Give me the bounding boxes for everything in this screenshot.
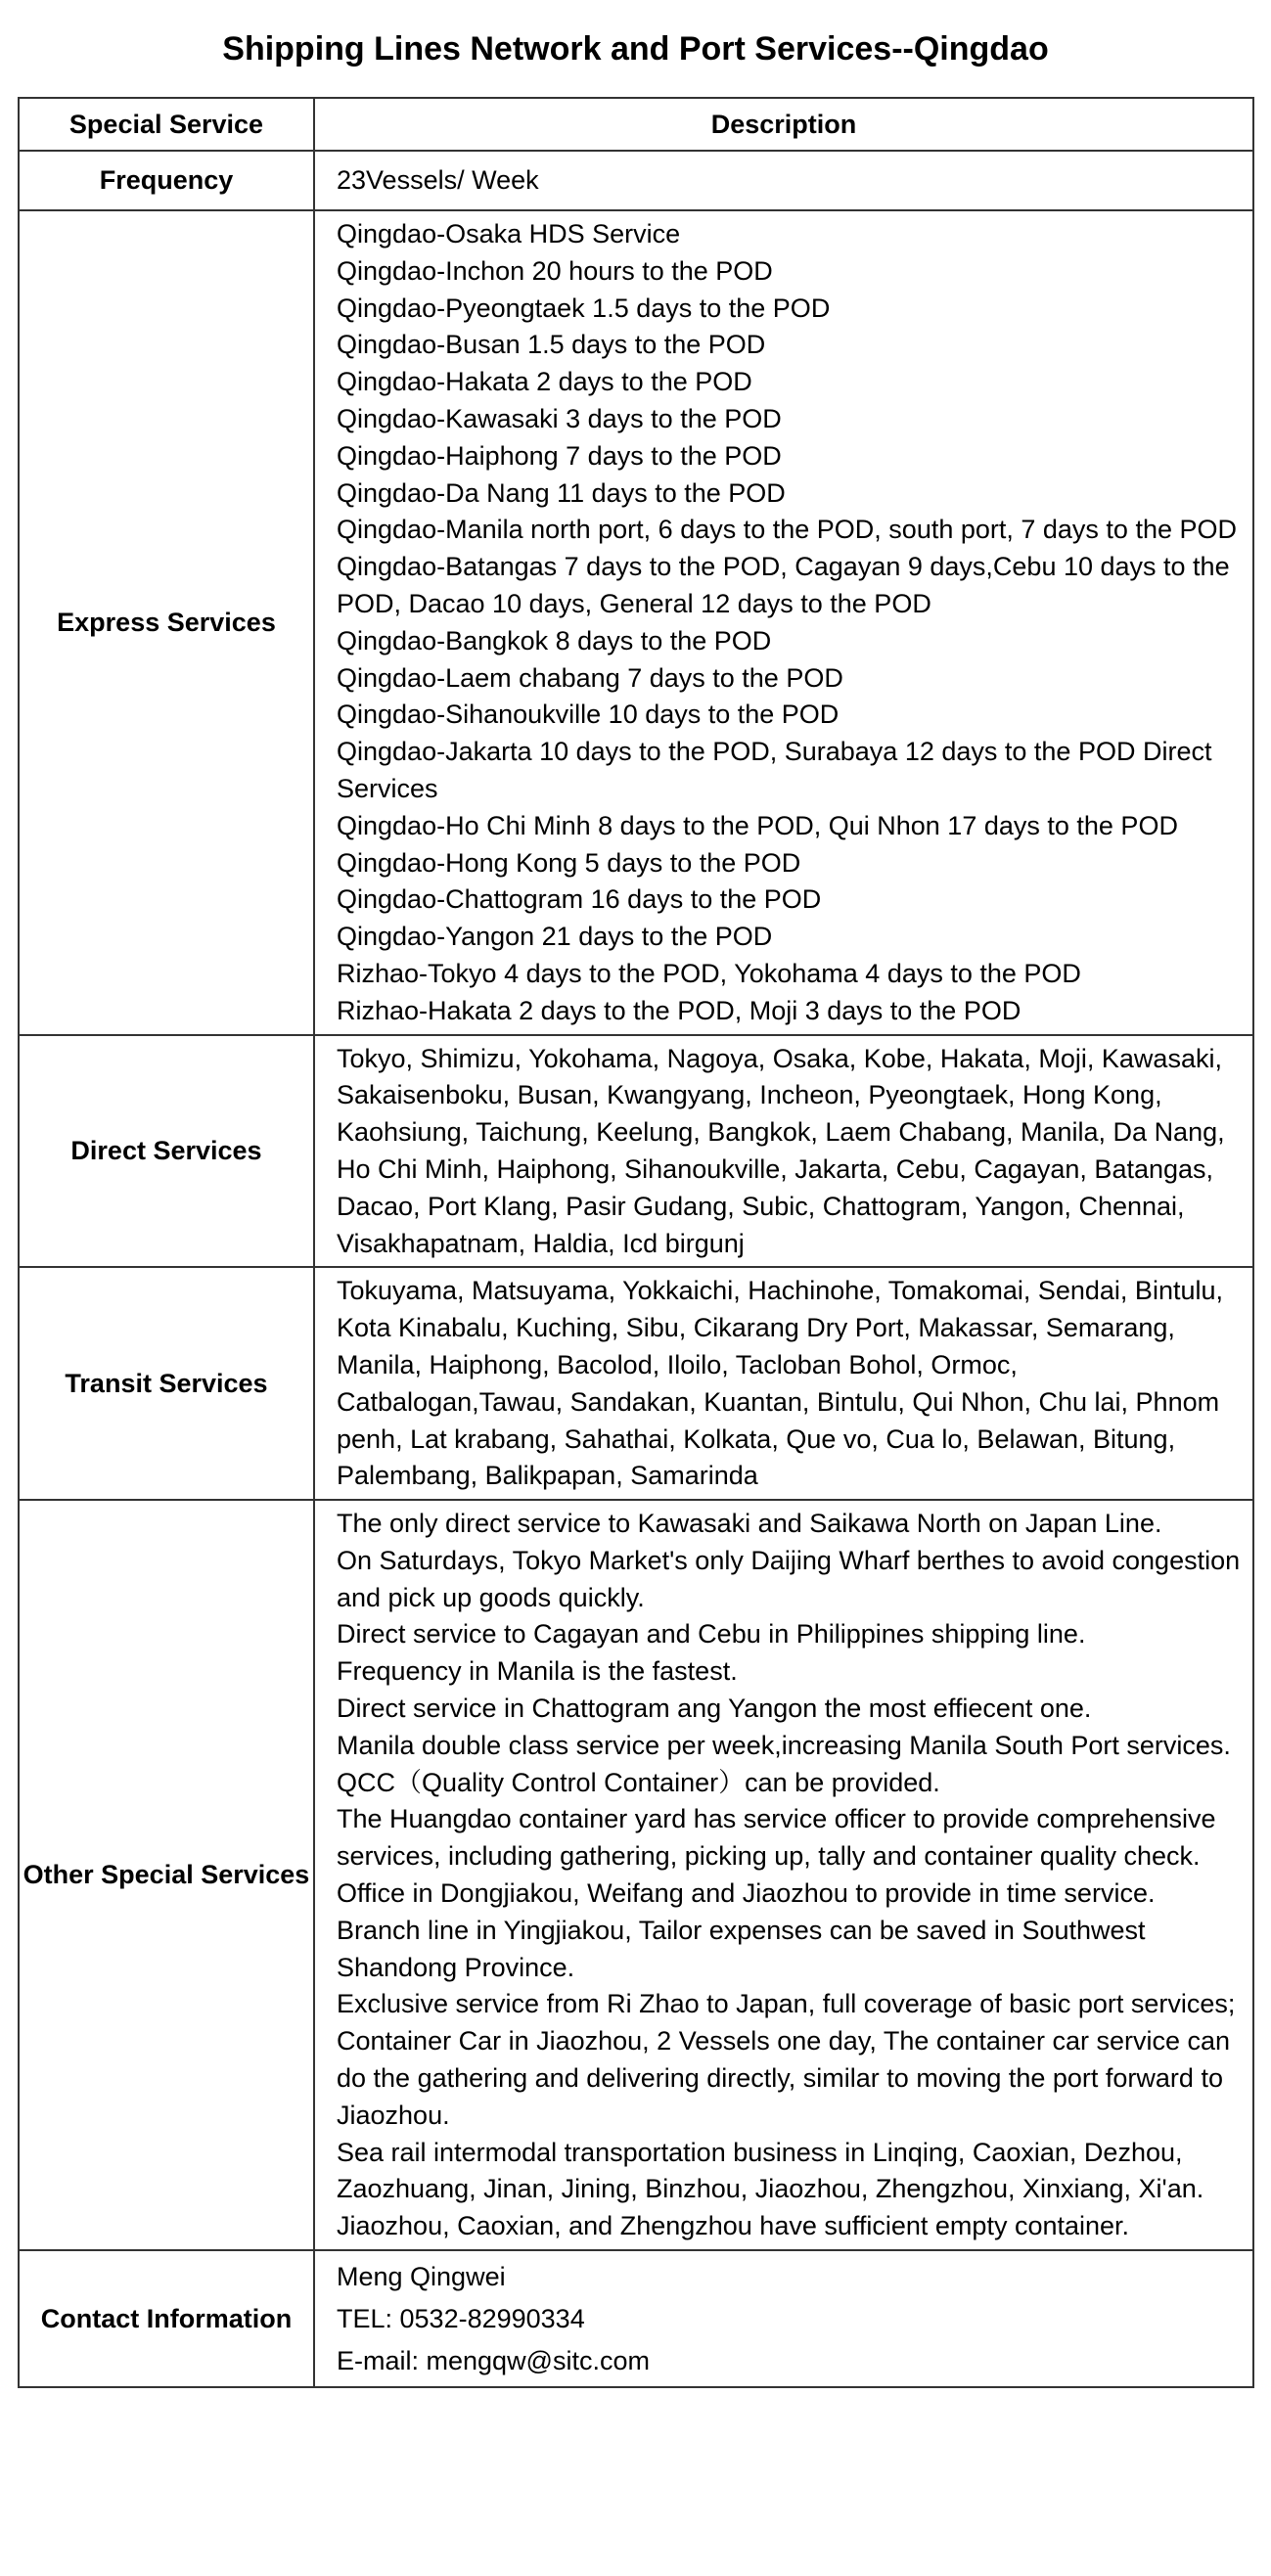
row-direct-services	[19, 1035, 1253, 1268]
description-line: Tokyo, Shimizu, Yokohama, Nagoya, Osaka, Kobe, Hakata, Moji, Kawasaki, Sakaisenboku, Busan, Kwangyang, Incheon, Pyeongtaek, Hong Kong, Kaohsiung, Taichung, Keelung, Bangkok, Laem Chabang, Manila, Da Nang, Ho Chi Minh, Haiphong, Sihanoukville, Jakarta, Cebu, Cagayan, Batangas, Dacao, Port Klang, Pasir Gudang, Subic, Chattogram, Yangon, Chennai, Visakhapatnam, Haldia, Icd birgunj	[337, 1043, 1225, 1258]
row-description	[314, 2250, 1253, 2387]
description-line: Qingdao-Inchon 20 hours to the POD	[337, 255, 773, 286]
description-line: Office in Dongjiakou, Weifang and Jiaozhou to provide in time service.	[337, 1878, 1156, 1909]
description-line: Manila double class service per week,increasing Manila South Port services.	[337, 1730, 1231, 1760]
description-line: The Huangdao container yard has service officer to provide comprehensive services, including gathering, picking up, tally and container quality check.	[337, 1804, 1216, 1872]
description-line: Qingdao-Chattogram 16 days to the POD	[337, 884, 822, 915]
description-line: Direct service in Chattogram ang Yangon the most effiecent one.	[337, 1694, 1092, 1724]
row-description	[314, 1500, 1253, 2250]
description-line: Qingdao-Yangon 21 days to the POD	[337, 922, 773, 952]
description-line: Qingdao-Jakarta 10 days to the POD, Surabaya 12 days to the POD Direct Services	[337, 737, 1212, 803]
row-description	[314, 151, 1253, 210]
description-line: Qingdao-Ho Chi Minh 8 days to the POD, Qui Nhon 17 days to the POD	[337, 810, 1178, 840]
description-line: Qingdao-Sihanoukville 10 days to the POD	[337, 700, 840, 730]
description-line: 23Vessels/ Week	[337, 165, 539, 196]
description-line: Qingdao-Osaka HDS Service	[337, 219, 681, 249]
row-label: Other Special Services	[19, 1500, 314, 2250]
description-line: QCC（Quality Control Container）can be provided.	[337, 1767, 940, 1797]
description-line: Qingdao-Pyeongtaek 1.5 days to the POD	[337, 293, 831, 323]
description-line: Qingdao-Busan 1.5 days to the POD	[337, 330, 766, 360]
row-other-special-services	[19, 1500, 1253, 2250]
description-line: Qingdao-Bangkok 8 days to the POD	[337, 625, 772, 655]
table-header-row	[19, 98, 1253, 151]
description-line: Qingdao-Haiphong 7 days to the POD	[337, 440, 782, 471]
row-contact-information	[19, 2250, 1253, 2387]
contact-phone: TEL: 0532-82990334	[337, 2304, 585, 2334]
description-line: Qingdao-Kawasaki 3 days to the POD	[337, 403, 782, 433]
row-label: Direct Services	[19, 1035, 314, 1268]
description-line: Qingdao-Hakata 2 days to the POD	[337, 367, 752, 397]
header-description: Description	[314, 98, 1253, 151]
contact-email: E-mail: mengqw@sitc.com	[337, 2346, 650, 2376]
row-transit-services	[19, 1267, 1253, 1500]
row-label: Transit Services	[19, 1267, 314, 1500]
row-description	[314, 210, 1253, 1035]
contact-name: Meng Qingwei	[337, 2262, 506, 2292]
description-line: Exclusive service from Ri Zhao to Japan, full coverage of basic port services;	[337, 1989, 1236, 2019]
description-line: Container Car in Jiaozhou, 2 Vessels one day, The container car service can do the gathering and delivering directly, similar to moving the port forward to Jiaozhou.	[337, 2026, 1231, 2130]
description-line: Qingdao-Manila north port, 6 days to the POD, south port, 7 days to the POD	[337, 515, 1237, 545]
services-table	[18, 97, 1254, 2388]
description-line: Qingdao-Da Nang 11 days to the POD	[337, 477, 786, 508]
row-label: Frequency	[19, 151, 314, 210]
description-line: The only direct service to Kawasaki and Saikawa North on Japan Line.	[337, 1509, 1162, 1539]
row-frequency	[19, 151, 1253, 210]
description-line: Direct service to Cagayan and Cebu in Philippines shipping line.	[337, 1619, 1086, 1650]
description-line: Branch line in Yingjiakou, Tailor expenses can be saved in Southwest Shandong Province.	[337, 1915, 1146, 1982]
description-line: Rizhao-Hakata 2 days to the POD, Moji 3 days to the POD	[337, 995, 1021, 1025]
row-label: Contact Information	[19, 2250, 314, 2387]
description-line: Sea rail intermodal transportation business in Linqing, Caoxian, Dezhou, Zaozhuang, Jinan, Jining, Binzhou, Jiaozhou, Zhengzhou, Xinxiang, Xi'an.	[337, 2137, 1204, 2204]
description-line: Jiaozhou, Caoxian, and Zhengzhou have sufficient empty container.	[337, 2211, 1130, 2241]
description-line: Qingdao-Laem chabang 7 days to the POD	[337, 662, 843, 693]
description-line: Qingdao-Batangas 7 days to the POD, Cagayan 9 days,Cebu 10 days to the POD, Dacao 10 days, General 12 days to the POD	[337, 552, 1230, 618]
row-description	[314, 1267, 1253, 1500]
row-description	[314, 1035, 1253, 1268]
description-line: Qingdao-Hong Kong 5 days to the POD	[337, 847, 801, 878]
row-label: Express Services	[19, 210, 314, 1035]
row-express-services	[19, 210, 1253, 1035]
page-title: Shipping Lines Network and Port Services--Qingdao	[222, 30, 1049, 68]
header-special-service: Special Service	[19, 98, 314, 151]
description-line: On Saturdays, Tokyo Market's only Daijing Wharf berthes to avoid congestion and pick up goods quickly.	[337, 1545, 1241, 1612]
description-line: Tokuyama, Matsuyama, Yokkaichi, Hachinohe, Tomakomai, Sendai, Bintulu, Kota Kinabalu, Kuching, Sibu, Cikarang Dry Port, Makassar, Semarang, Manila, Haiphong, Bacolod, Iloilo, Tacloban Bohol, Ormoc, Catbalogan,Tawau, Sandakan, Kuantan, Bintulu, Qui Nhon, Chu lai, Phnom penh, Lat krabang, Sahathai, Kolkata, Que vo, Cua lo, Belawan, Bitung, Palembang, Balikpapan, Samarinda	[337, 1276, 1223, 1491]
description-line: Rizhao-Tokyo 4 days to the POD, Yokohama 4 days to the POD	[337, 958, 1081, 988]
description-line: Frequency in Manila is the fastest.	[337, 1656, 738, 1687]
